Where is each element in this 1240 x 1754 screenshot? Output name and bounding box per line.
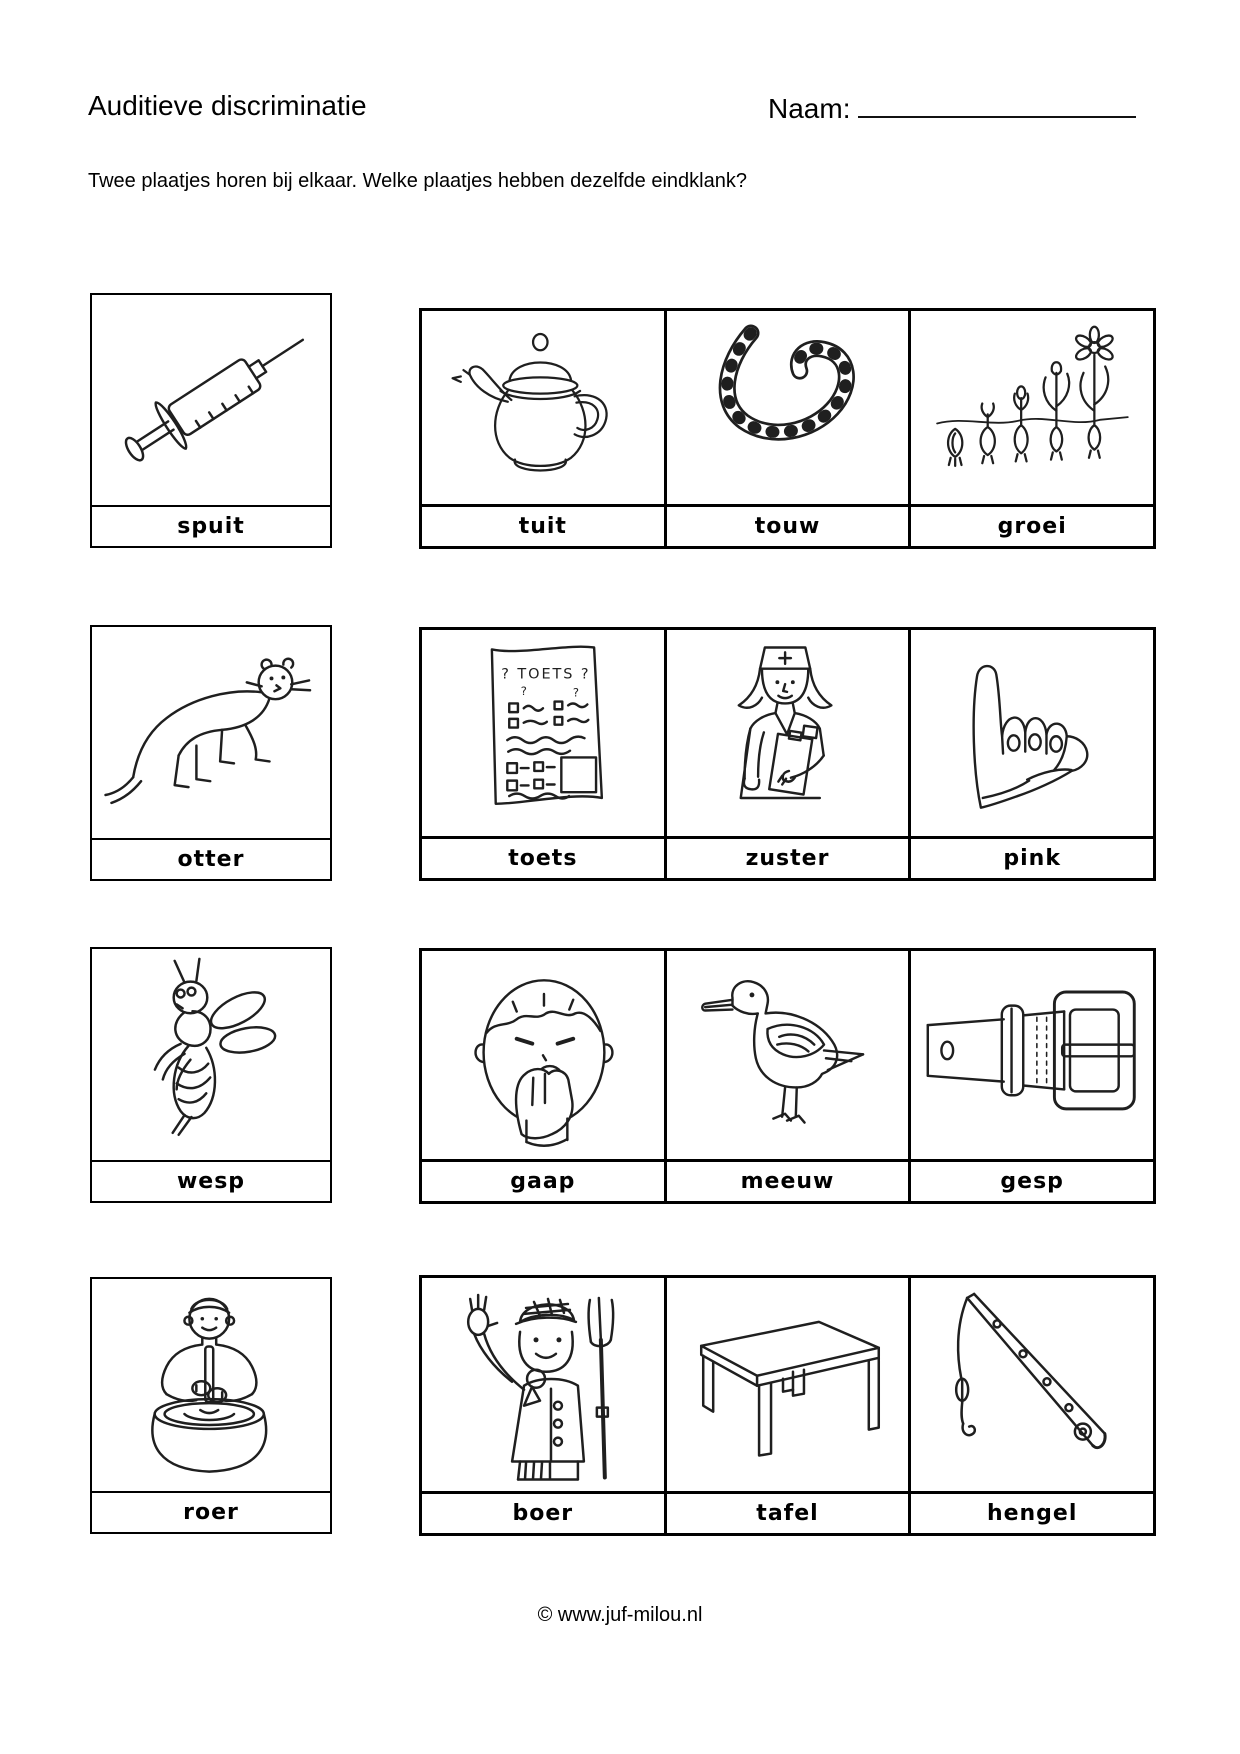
stirring-pot-drawing [92,1279,330,1491]
card-otter [90,625,332,881]
card-label: zuster [667,836,909,878]
card-touw [664,311,909,546]
card-label: hengel [911,1491,1153,1533]
card-label: gaap [422,1159,664,1201]
belt-buckle-drawing [911,951,1153,1159]
card-label: otter [92,838,330,879]
card-label: touw [667,504,909,546]
card-hengel [908,1278,1153,1533]
test-paper-drawing [422,630,664,836]
card-label: spuit [92,505,330,546]
card-group-row1 [419,308,1156,549]
teapot-drawing [422,311,664,504]
seagull-drawing [667,951,909,1159]
card-group-row3 [419,948,1156,1204]
card-label: groei [911,504,1153,546]
card-gesp [908,951,1153,1201]
card-toets [422,630,664,878]
card-spuit [90,293,332,548]
rope-drawing [667,311,909,504]
table-drawing [667,1278,909,1491]
card-boer [422,1278,664,1533]
card-label: tuit [422,504,664,546]
card-group-row2 [419,627,1156,881]
syringe-drawing [92,295,330,505]
copyright-footer: © www.juf-milou.nl [537,1604,703,1626]
farmer-drawing [422,1278,664,1491]
card-wesp [90,947,332,1203]
growing-plants-drawing [911,311,1153,504]
name-label: Naam: [768,93,851,124]
card-label: tafel [667,1491,909,1533]
instruction-text: Twee plaatjes horen bij elkaar. Welke plaatjes hebben dezelfde eindklank? [88,170,747,192]
card-pink [908,630,1153,878]
card-label: roer [92,1491,330,1532]
question-mark: ? [572,685,579,700]
yawning-child-drawing [422,951,664,1159]
name-field [768,90,1136,125]
card-label: toets [422,836,664,878]
card-label: meeuw [667,1159,909,1201]
card-label: boer [422,1491,664,1533]
card-zuster [664,630,909,878]
card-tafel [664,1278,909,1533]
paper-title-text: ? TOETS ? [501,666,591,683]
otter-drawing [92,627,330,838]
name-blank-line [858,90,1136,118]
fishing-rod-drawing [911,1278,1153,1491]
card-label: gesp [911,1159,1153,1201]
card-groei [908,311,1153,546]
page-title: Auditieve discriminatie [88,90,367,121]
card-label: wesp [92,1160,330,1201]
pinky-finger-drawing [911,630,1153,836]
card-label: pink [911,836,1153,878]
card-gaap [422,951,664,1201]
card-roer [90,1277,332,1534]
question-mark: ? [520,683,527,698]
card-tuit [422,311,664,546]
nurse-drawing [667,630,909,836]
card-meeuw [664,951,909,1201]
card-group-row4 [419,1275,1156,1536]
wasp-drawing [92,949,330,1160]
